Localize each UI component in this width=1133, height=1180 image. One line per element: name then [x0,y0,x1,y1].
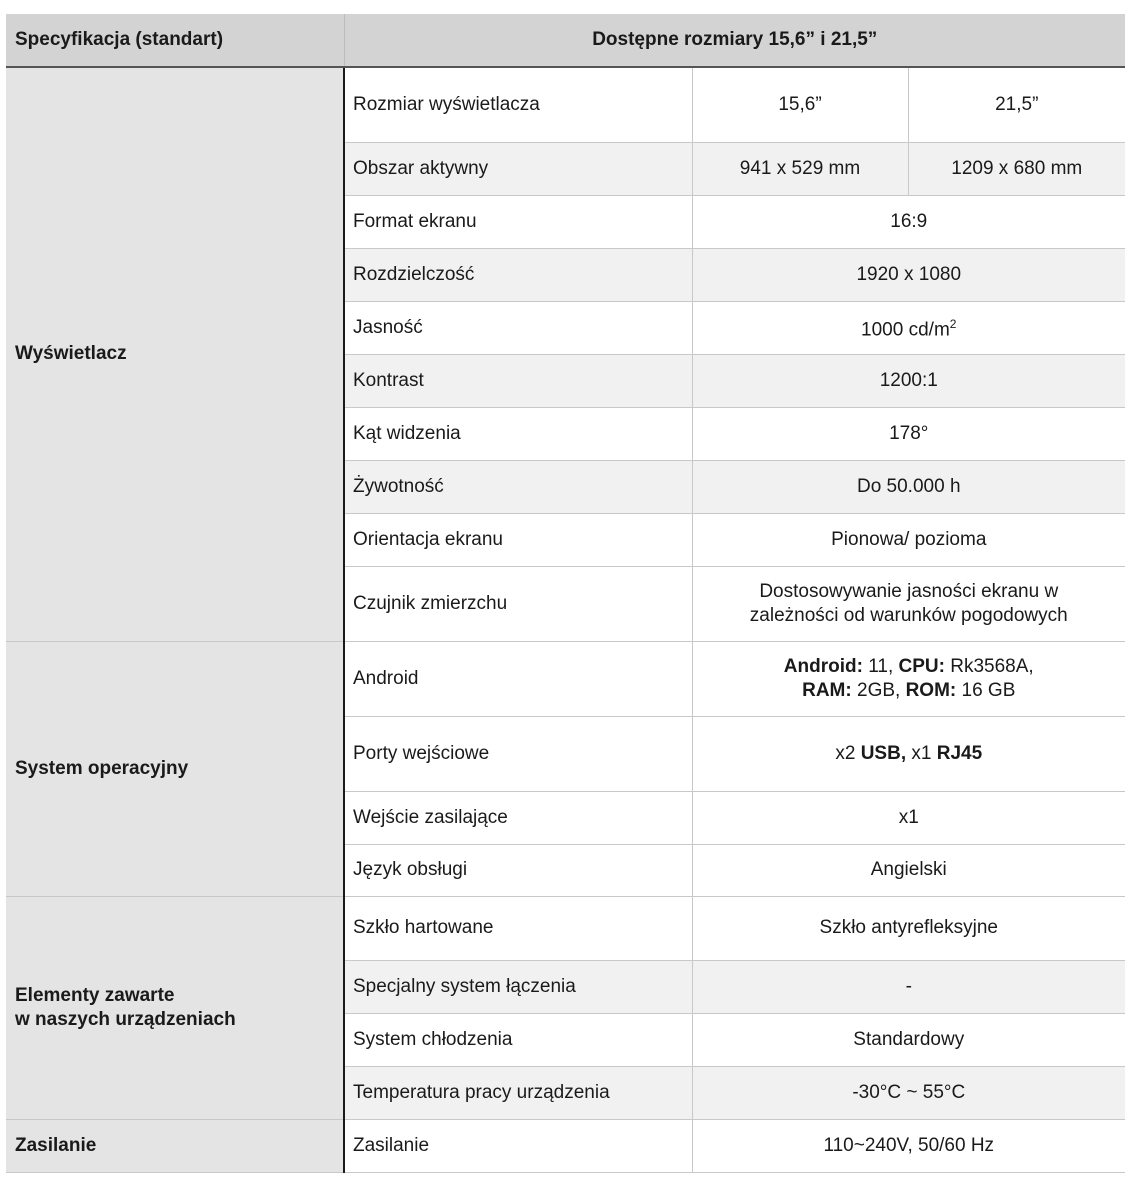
row-label: Specjalny system łączenia [344,960,692,1013]
value-21-5: 1209 x 680 mm [908,142,1125,195]
table-row [6,1119,1125,1172]
brightness-value: 1000 cd/m [861,319,950,341]
row-label: Rozdzielczość [344,248,692,301]
cpu-key: CPU: [898,655,945,677]
category-elements [6,896,344,1119]
value-15-6: 941 x 529 mm [692,142,908,195]
row-value: -30°C ~ 55°C [692,1066,1125,1119]
row-label: Temperatura pracy urządzenia [344,1066,692,1119]
value-21-5: 21,5” [908,67,1125,142]
row-label: Jasność [344,301,692,354]
row-value [692,566,1125,641]
row-label: Obszar aktywny [344,142,692,195]
table-row [6,641,1125,716]
row-label: Android [344,641,692,716]
row-value [692,641,1125,716]
android-key: Android: [783,655,863,677]
row-value [692,716,1125,791]
ports-part1: x2 [835,742,861,764]
spec-table [6,14,1125,1173]
row-value: Angielski [692,844,1125,896]
category-elements-line2: w naszych urządzeniach [15,1008,236,1030]
ports-rj45: RJ45 [936,742,983,764]
ports-usb: USB, [860,742,907,764]
ports-part2: x1 [906,742,937,764]
row-label: Żywotność [344,460,692,513]
category-display: Wyświetlacz [6,67,344,641]
row-label: Wejście zasilające [344,791,692,844]
twilight-value-line1: Dostosowywanie jasności ekranu w [759,580,1059,602]
spec-column-header: Specyfikacja (standart) [6,14,344,67]
category-elements-line1: Elementy zawarte [15,984,175,1006]
category-os: System operacyjny [6,641,344,896]
row-value: x1 [692,791,1125,844]
row-label: Kąt widzenia [344,407,692,460]
row-label: System chłodzenia [344,1013,692,1066]
ram-val: 2GB, [851,679,906,701]
row-label: Zasilanie [344,1119,692,1172]
android-val: 11, [862,655,899,677]
brightness-superscript: 2 [949,317,957,332]
row-value: 110~240V, 50/60 Hz [692,1119,1125,1172]
row-value: Szkło antyrefleksyjne [692,896,1125,960]
row-value: 1200:1 [692,354,1125,407]
row-label: Rozmiar wyświetlacza [344,67,692,142]
row-label: Format ekranu [344,195,692,248]
value-15-6: 15,6” [692,67,908,142]
table-row [6,67,1125,142]
row-value: 1920 x 1080 [692,248,1125,301]
row-label: Czujnik zmierzchu [344,566,692,641]
table-row [6,896,1125,960]
twilight-value-line2: zależności od warunków pogodowych [749,604,1068,626]
row-label: Kontrast [344,354,692,407]
row-label: Język obsługi [344,844,692,896]
sizes-column-header: Dostępne rozmiary 15,6” i 21,5” [344,14,1125,67]
ram-key: RAM: [802,679,852,701]
row-value: 16:9 [692,195,1125,248]
rom-val: 16 GB [956,679,1016,701]
cpu-val: Rk3568A, [944,655,1034,677]
rom-key: ROM: [905,679,957,701]
row-value: Do 50.000 h [692,460,1125,513]
row-value: 178° [692,407,1125,460]
row-value [692,301,1125,354]
row-value: Standardowy [692,1013,1125,1066]
row-value: Pionowa/ pozioma [692,513,1125,566]
row-label: Szkło hartowane [344,896,692,960]
row-label: Porty wejściowe [344,716,692,791]
row-value: - [692,960,1125,1013]
row-label: Orientacja ekranu [344,513,692,566]
category-power: Zasilanie [6,1119,344,1172]
table-header-row [6,14,1125,67]
